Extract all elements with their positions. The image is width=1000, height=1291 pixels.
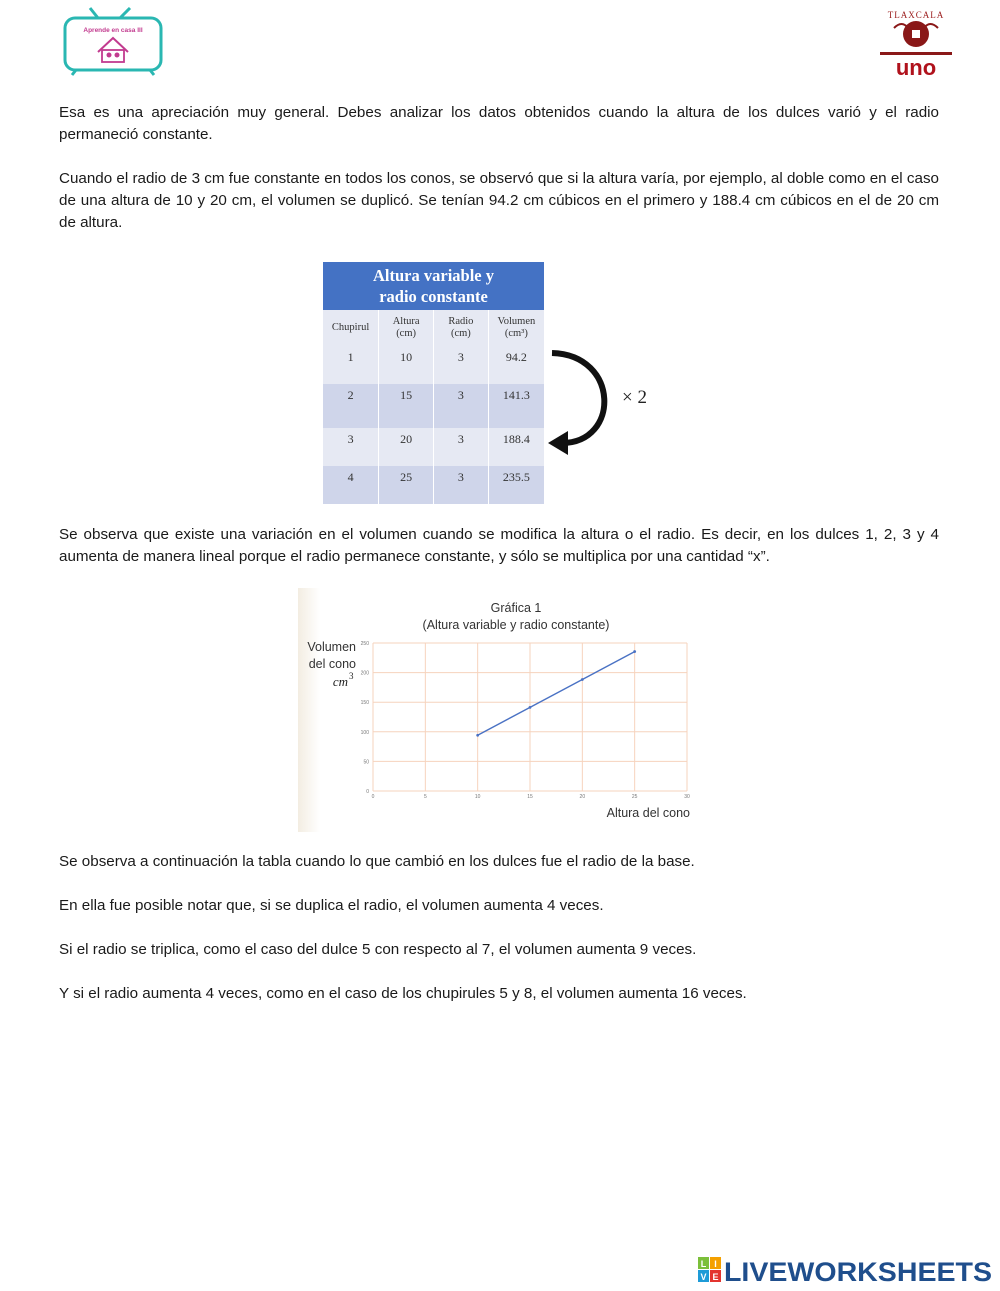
chart-grid xyxy=(373,643,687,791)
series-line xyxy=(478,652,635,736)
badge-letter-e: E xyxy=(712,1272,719,1282)
y-tick-label: 200 xyxy=(360,670,369,677)
chart-ylabel-unit: cm xyxy=(332,674,348,689)
table-title xyxy=(323,262,545,310)
header-altura: Altura (cm) xyxy=(379,310,434,346)
tlaxcala-uno-logo xyxy=(872,8,960,78)
paragraph-5: En ella fue posible notar que, si se duplica el radio, el volumen aumenta 4 veces. xyxy=(59,897,604,914)
liveworksheets-logo xyxy=(698,1255,994,1285)
logo-right-title: TLAXCALA xyxy=(887,10,945,20)
paragraph-7: Y si el radio aumenta 4 veces, como en el caso de los chupirules 5 y 8, el volumen aumenta 16 veces. xyxy=(59,985,747,1002)
x-tick-label: 0 xyxy=(371,794,375,800)
data-point xyxy=(581,678,584,681)
table-row: 3 20 3 188.4 xyxy=(323,428,545,466)
data-point xyxy=(633,650,636,653)
table-row: 1 10 3 94.2 xyxy=(323,346,545,384)
aprende-en-casa-logo xyxy=(62,6,164,76)
chart-ylabel-sup: 3 xyxy=(349,671,354,681)
table-row: 2 15 3 141.3 xyxy=(323,384,545,428)
header-radio: Radio (cm) xyxy=(434,310,489,346)
y-tick-label: 50 xyxy=(363,759,369,766)
x-tick-label: 30 xyxy=(684,794,690,800)
x-tick-label: 25 xyxy=(631,794,638,800)
badge-letter-v: V xyxy=(700,1272,707,1282)
watermark-strip xyxy=(298,588,320,832)
chart-ylabel-line1: Volumen xyxy=(307,640,356,654)
y-tick-label: 250 xyxy=(360,641,369,647)
data-point xyxy=(529,706,532,709)
doubling-arrow xyxy=(540,345,680,455)
table-title-line2: radio constante xyxy=(379,287,488,306)
grafica-1-chart xyxy=(298,588,698,832)
paragraph-3: Se observa que existe una variación en el volumen cuando se modifica la altura o el radio. Es decir, en los dulces 1, 2, 3 y 4 aumenta de manera lineal porque el radio permanece constante, y sólo se multiplica por una cantidad “x”. xyxy=(59,526,939,565)
header-volumen: Volumen (cm³) xyxy=(488,310,544,346)
paragraph-6: Si el radio se triplica, como el caso del dulce 5 con respecto al 7, el volumen aumenta 9 veces. xyxy=(59,941,697,958)
logo-left-text: Aprende en casa III xyxy=(83,27,143,34)
paragraph-2: Cuando el radio de 3 cm fue constante en todos los conos, se observó que si la altura varía, por ejemplo, al doble como en el caso de una altura de 10 y 20 cm, el volumen se duplicó. Se tenían 94.2 cm cúbicos en el primero y 188.4 cm cúbicos en el de 20 cm de altura. xyxy=(59,170,939,231)
table-row: 4 25 3 235.5 xyxy=(323,466,545,504)
chart-subtitle: (Altura variable y radio constante) xyxy=(422,618,610,632)
chart-ticks xyxy=(361,641,690,800)
x-tick-label: 20 xyxy=(579,794,586,800)
badge-letter-i: I xyxy=(714,1259,717,1269)
y-tick-label: 100 xyxy=(360,729,369,736)
paragraph-1: Esa es una apreciación muy general. Debes analizar los datos obtenidos cuando la altura de los dulces varió y el radio permaneció constante. xyxy=(59,104,939,143)
chart-series xyxy=(476,650,636,736)
y-tick-label: 0 xyxy=(366,789,369,795)
y-tick-label: 150 xyxy=(360,700,369,707)
x-tick-label: 15 xyxy=(527,794,533,800)
x-tick-label: 10 xyxy=(474,794,481,800)
arrow-head-icon xyxy=(548,431,568,455)
paragraph-4: Se observa a continuación la tabla cuando lo que cambió en los dulces fue el radio de la base. xyxy=(59,853,695,870)
altura-variable-table xyxy=(323,262,545,504)
footer-brand: LIVEWORKSHEETS xyxy=(724,1257,992,1285)
times-two-label: × 2 xyxy=(622,387,647,408)
chart-title: Gráfica 1 xyxy=(490,601,542,615)
header-chupirul: Chupirul xyxy=(323,310,379,346)
logo-right-brand: uno xyxy=(895,55,937,78)
chart-ylabel-line2: del cono xyxy=(308,657,356,671)
table-header-row xyxy=(323,310,545,346)
chart-xlabel: Altura del cono xyxy=(606,806,690,820)
badge-letter-l: L xyxy=(700,1259,707,1269)
data-point xyxy=(476,734,479,737)
table-title-line1: Altura variable y xyxy=(373,266,494,285)
x-tick-label: 5 xyxy=(423,794,427,800)
